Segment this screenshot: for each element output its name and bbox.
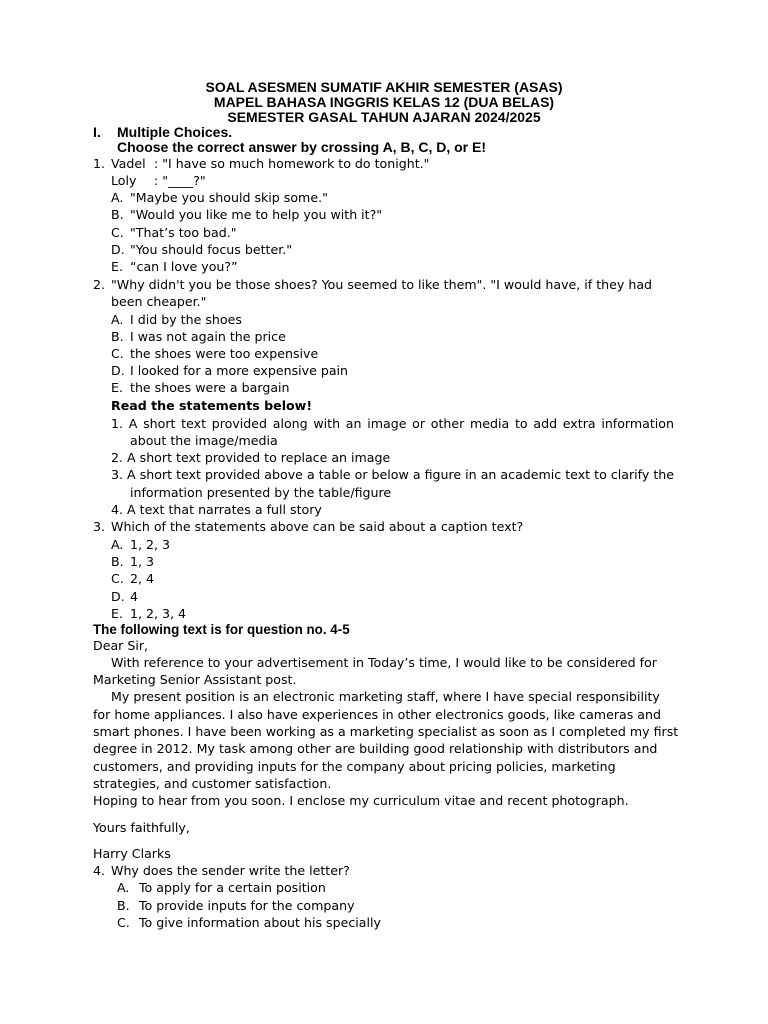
q2-option-b-letter: B. xyxy=(111,329,124,344)
exam-title-line-2: MAPEL BAHASA INGGRIS KELAS 12 (DUA BELAS) xyxy=(213,94,555,110)
question-2-text-line-2: been cheaper." xyxy=(111,294,207,309)
q1-option-a-letter: A. xyxy=(111,190,124,205)
question-1-dialogue-1: : "I have so much homework to do tonight." xyxy=(154,156,430,171)
section-instruction: Choose the correct answer by crossing A, B, C, D, or E! xyxy=(117,139,487,155)
q4-option-a-letter: A. xyxy=(117,880,130,895)
letter-signature: Harry Clarks xyxy=(93,846,171,861)
letter-heading: The following text is for question no. 4-5 xyxy=(93,622,350,637)
letter-p1-line-2: Marketing Senior Assistant post. xyxy=(93,672,297,687)
q1-option-c-text: "That’s too bad." xyxy=(130,225,237,240)
q4-option-c-text: To give information about his specially xyxy=(139,915,381,930)
statement-1-line-1: 1. A short text provided along with an image or other media to add extra information xyxy=(111,416,674,431)
statement-3-line-1: 3. A short text provided above a table or below a figure in an academic text to clarify the xyxy=(111,467,674,482)
letter-p1-line-1: With reference to your advertisement in Today’s time, I would like to be considered for xyxy=(111,655,657,670)
q4-option-b-letter: B. xyxy=(117,898,130,913)
q3-option-b-letter: B. xyxy=(111,554,124,569)
q3-option-d-text: 4 xyxy=(130,589,139,604)
q4-option-a-text: To apply for a certain position xyxy=(139,880,326,895)
question-1-speaker-1: Vadel xyxy=(111,156,146,171)
letter-p2-line-5: customers, and providing inputs for the company about pricing policies, marketing xyxy=(93,759,616,774)
q1-option-e-letter: E. xyxy=(111,259,123,274)
q3-option-e-text: 1, 2, 3, 4 xyxy=(130,606,187,621)
q3-option-a-letter: A. xyxy=(111,537,124,552)
question-1-speaker-2: Loly xyxy=(111,173,137,188)
q2-option-c-letter: C. xyxy=(111,346,124,361)
question-1-dialogue-2: : "____?" xyxy=(154,173,206,188)
q2-option-c-text: the shoes were too expensive xyxy=(130,346,319,361)
q2-option-e-text: the shoes were a bargain xyxy=(130,380,290,395)
statement-1-line-2: about the image/media xyxy=(130,433,278,448)
q3-option-c-text: 2, 4 xyxy=(130,571,155,586)
q1-option-d-letter: D. xyxy=(111,242,125,257)
q4-option-b-text: To provide inputs for the company xyxy=(139,898,355,913)
q3-option-e-letter: E. xyxy=(111,606,123,621)
q2-option-d-text: I looked for a more expensive pain xyxy=(130,363,349,378)
question-4-number: 4. xyxy=(93,863,106,878)
question-3-number: 3. xyxy=(93,519,106,534)
q3-option-a-text: 1, 2, 3 xyxy=(130,537,171,552)
exam-title-line-3: SEMESTER GASAL TAHUN AJARAN 2024/2025 xyxy=(227,109,541,125)
section-number: I. xyxy=(93,124,101,140)
q3-option-c-letter: C. xyxy=(111,571,124,586)
q1-option-b-text: "Would you like me to help you with it?" xyxy=(130,207,383,222)
letter-closing: Yours faithfully, xyxy=(93,820,190,835)
letter-p2-line-6: strategies, and customer satisfaction. xyxy=(93,776,332,791)
exam-title-line-1: SOAL ASESMEN SUMATIF AKHIR SEMESTER (ASAS) xyxy=(205,79,563,95)
q3-option-d-letter: D. xyxy=(111,589,125,604)
q1-option-e-text: “can I love you?” xyxy=(130,259,238,274)
letter-p2-line-3: smart phones. I have been working as a marketing specialist as soon as I completed my first xyxy=(93,724,679,739)
question-2-number: 2. xyxy=(93,277,106,292)
question-2-text-line-1: "Why didn't you be those shoes? You seemed to like them". "I would have, if they had xyxy=(111,277,653,292)
letter-p2-line-4: degree in 2012. My task among other are building good relationship with distributors and xyxy=(93,741,658,756)
q1-option-a-text: "Maybe you should skip some." xyxy=(130,190,328,205)
q2-option-e-letter: E. xyxy=(111,380,123,395)
question-4-text: Why does the sender write the letter? xyxy=(111,863,350,878)
question-1-number: 1. xyxy=(93,156,106,171)
q1-option-d-text: "You should focus better." xyxy=(130,242,293,257)
q1-option-b-letter: B. xyxy=(111,207,124,222)
q2-option-a-text: I did by the shoes xyxy=(130,312,242,327)
letter-salutation: Dear Sir, xyxy=(93,638,149,653)
q1-option-c-letter: C. xyxy=(111,225,124,240)
letter-p2-line-2: for home appliances. I also have experiences in other electronics goods, like cameras and xyxy=(93,707,661,722)
section-title: Multiple Choices. xyxy=(117,124,233,140)
statement-3-line-2: information presented by the table/figure xyxy=(130,485,392,500)
q4-option-c-letter: C. xyxy=(117,915,130,930)
q2-option-a-letter: A. xyxy=(111,312,124,327)
letter-p3: Hoping to hear from you soon. I enclose my curriculum vitae and recent photograph. xyxy=(93,793,629,808)
question-3-text: Which of the statements above can be said about a caption text? xyxy=(111,519,524,534)
statement-4: 4. A text that narrates a full story xyxy=(111,502,322,517)
statements-heading: Read the statements below! xyxy=(111,398,313,413)
q2-option-b-text: I was not again the price xyxy=(130,329,286,344)
letter-p2-line-1: My present position is an electronic marketing staff, where I have special responsibility xyxy=(111,689,660,704)
statement-2: 2. A short text provided to replace an image xyxy=(111,450,391,465)
q3-option-b-text: 1, 3 xyxy=(130,554,155,569)
q2-option-d-letter: D. xyxy=(111,363,125,378)
